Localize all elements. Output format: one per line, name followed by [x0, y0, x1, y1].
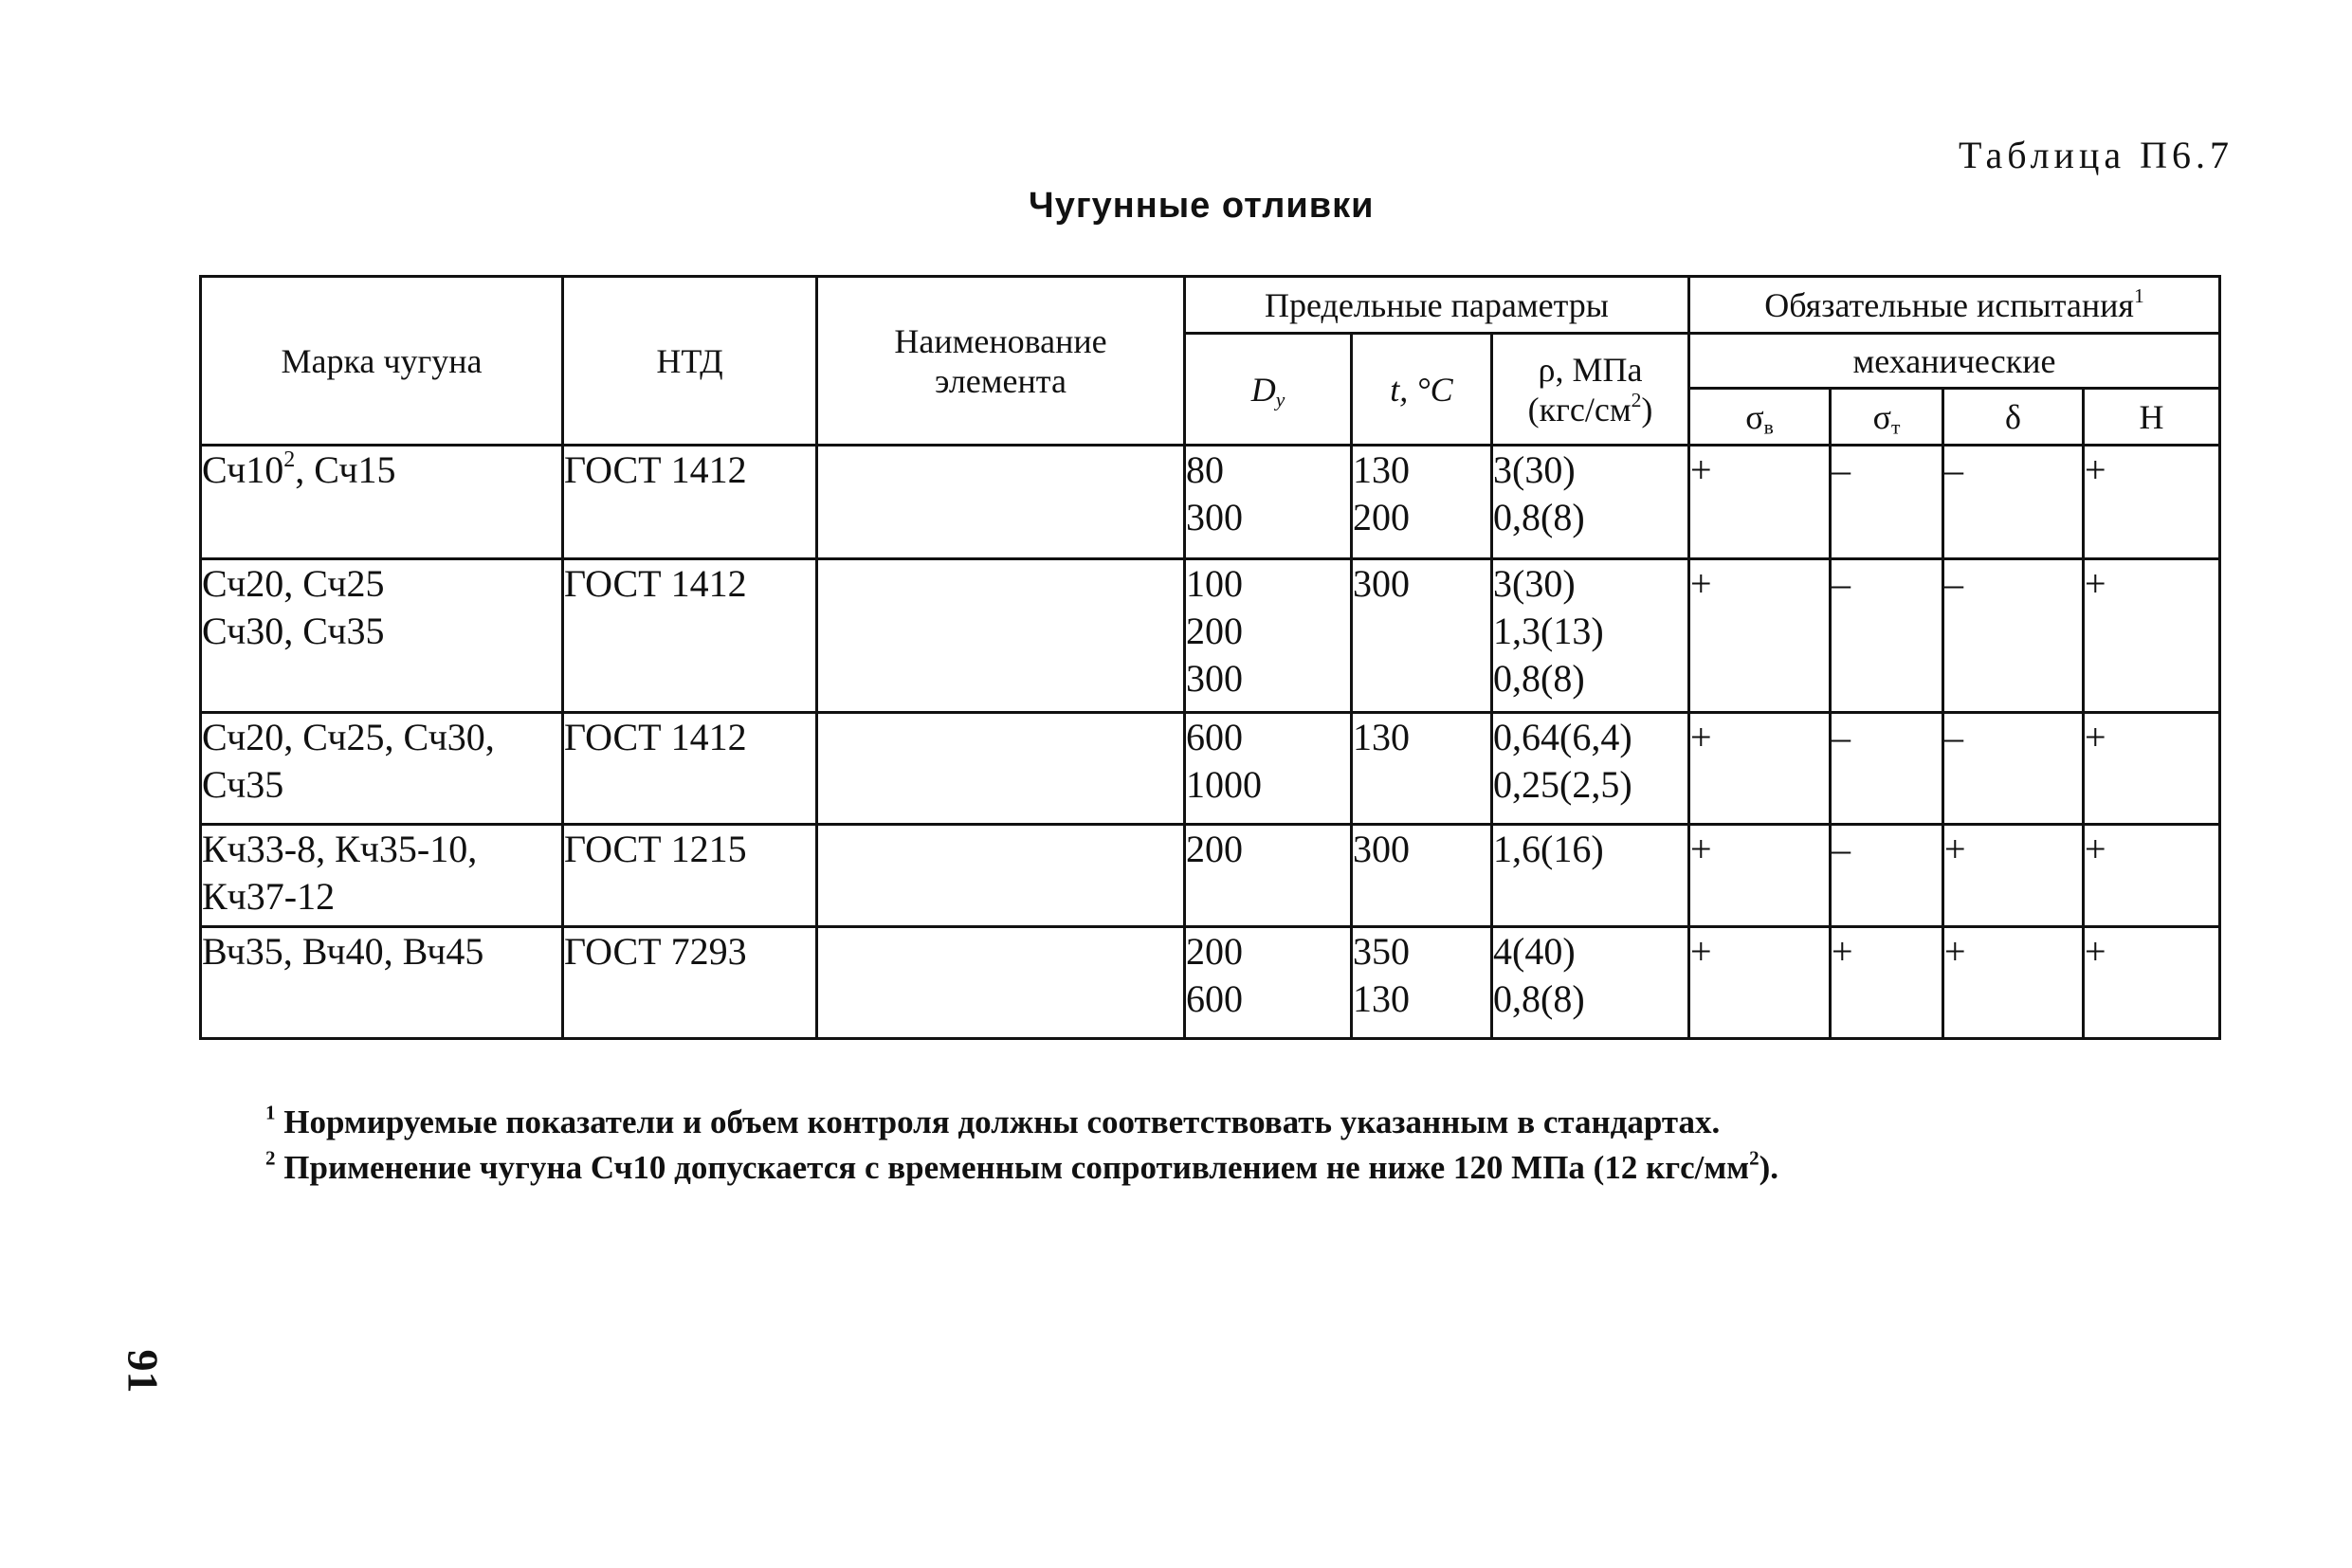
- cell-temperature: [1352, 927, 1492, 1039]
- grade-line: Сч35: [202, 763, 284, 806]
- cell-sigma-v: +: [1689, 825, 1831, 927]
- dy-value: 600: [1186, 716, 1243, 758]
- t-value: 130: [1353, 448, 1410, 491]
- p-value: 4(40): [1493, 930, 1576, 973]
- footnotes: [265, 1100, 1778, 1191]
- cell-delta: –: [1943, 446, 2084, 559]
- dy-value: 300: [1186, 496, 1243, 538]
- cell-pressure: [1492, 713, 1689, 825]
- cell-pressure: [1492, 825, 1689, 927]
- header-pressure-unit-sup: 2: [1631, 388, 1642, 411]
- header-mandatory-tests-label: Обязательные испытания: [1764, 285, 2134, 324]
- header-pressure: [1492, 334, 1689, 446]
- cell-hardness: +: [2084, 927, 2220, 1039]
- footnote-1-mark: 1: [265, 1101, 276, 1124]
- dy-value: 200: [1186, 610, 1243, 652]
- t-value: 130: [1353, 977, 1410, 1020]
- table-number-label: Таблица П6.7: [1959, 134, 2233, 176]
- header-pressure-line1: ρ, МПа: [1538, 350, 1643, 389]
- t-value: 350: [1353, 930, 1410, 973]
- cell-ntd: ГОСТ 1412: [563, 446, 817, 559]
- t-value: 300: [1353, 828, 1410, 870]
- cell-dy: [1185, 825, 1352, 927]
- cell-sigma-v: +: [1689, 927, 1831, 1039]
- header-delta: δ: [1943, 389, 2084, 446]
- p-value: 3(30): [1493, 448, 1576, 491]
- page-number: 91: [119, 1349, 168, 1394]
- cell-hardness: +: [2084, 559, 2220, 713]
- cell-sigma-t: –: [1831, 446, 1943, 559]
- footnote-1-text: Нормируемые показатели и объем контроля должны соответствовать указанным в стандартах.: [275, 1103, 1721, 1140]
- header-temperature: [1352, 334, 1492, 446]
- header-sigma-t: [1831, 389, 1943, 446]
- header-pressure-line2: [1493, 390, 1687, 429]
- header-sigma-t-main: σ: [1872, 397, 1891, 436]
- grade-text-b: , Сч15: [295, 448, 396, 491]
- header-limit-params: Предельные параметры: [1185, 277, 1689, 334]
- table-title: Чугунные отливки: [1029, 186, 1375, 226]
- cell-element-name: [817, 713, 1185, 825]
- dy-value: 200: [1186, 828, 1243, 870]
- header-temperature-label: t, °C: [1390, 370, 1453, 409]
- cell-grade: [201, 713, 563, 825]
- dy-value: 80: [1186, 448, 1224, 491]
- footnote-2-sup: 2: [1749, 1146, 1759, 1170]
- footnote-2-text-b: ).: [1759, 1149, 1778, 1186]
- cell-temperature: [1352, 446, 1492, 559]
- t-value: 300: [1353, 562, 1410, 605]
- cell-element-name: [817, 559, 1185, 713]
- p-value: 0,8(8): [1493, 496, 1585, 538]
- footnote-2-mark: 2: [265, 1146, 276, 1170]
- grade-line: Сч30, Сч35: [202, 610, 385, 652]
- cell-sigma-t: –: [1831, 559, 1943, 713]
- cell-sigma-v: +: [1689, 446, 1831, 559]
- cell-grade: [201, 446, 563, 559]
- t-value: 200: [1353, 496, 1410, 538]
- header-ntd: НТД: [563, 277, 817, 446]
- cell-sigma-t: –: [1831, 825, 1943, 927]
- cell-temperature: [1352, 713, 1492, 825]
- grade-line: Кч33-8, Кч35-10,: [202, 828, 478, 870]
- cell-ntd: ГОСТ 1215: [563, 825, 817, 927]
- grade-line: Сч20, Сч25: [202, 562, 385, 605]
- cell-pressure: [1492, 446, 1689, 559]
- footnote-1: [265, 1100, 1778, 1145]
- header-sigma-v-sub: в: [1763, 414, 1774, 438]
- t-value: 130: [1353, 716, 1410, 758]
- grade-line: Кч37-12: [202, 875, 336, 918]
- footnote-2: [265, 1145, 1778, 1191]
- table-row: [201, 825, 2220, 927]
- header-mechanical: механические: [1689, 334, 2220, 389]
- cell-element-name: [817, 825, 1185, 927]
- cell-grade: [201, 559, 563, 713]
- cell-ntd: ГОСТ 1412: [563, 713, 817, 825]
- p-value: 0,25(2,5): [1493, 763, 1632, 806]
- grade-line: Сч20, Сч25, Сч30,: [202, 716, 495, 758]
- cell-temperature: [1352, 559, 1492, 713]
- cell-sigma-t: +: [1831, 927, 1943, 1039]
- p-value: 3(30): [1493, 562, 1576, 605]
- cell-sigma-t: –: [1831, 713, 1943, 825]
- cell-dy: [1185, 559, 1352, 713]
- p-value: 0,64(6,4): [1493, 716, 1632, 758]
- table-row: [201, 713, 2220, 825]
- table-row: [201, 927, 2220, 1039]
- header-dy-main: D: [1250, 370, 1276, 409]
- table-row: [201, 446, 2220, 559]
- dy-value: 1000: [1186, 763, 1262, 806]
- cell-hardness: +: [2084, 446, 2220, 559]
- header-element-name: [817, 277, 1185, 446]
- footnote-ref-2: 2: [283, 447, 296, 473]
- footnote-ref-1: 1: [2133, 283, 2144, 307]
- header-dy-sub: y: [1275, 387, 1285, 410]
- header-sigma-t-sub: т: [1890, 414, 1901, 438]
- dy-value: 100: [1186, 562, 1243, 605]
- cell-dy: [1185, 927, 1352, 1039]
- grade-text-a: Сч10: [202, 448, 284, 491]
- p-value: 0,8(8): [1493, 977, 1585, 1020]
- cell-sigma-v: +: [1689, 559, 1831, 713]
- cell-delta: –: [1943, 713, 2084, 825]
- cell-element-name: [817, 927, 1185, 1039]
- cell-grade: [201, 927, 563, 1039]
- grade-line: Вч35, Вч40, Вч45: [202, 930, 484, 973]
- cell-hardness: +: [2084, 713, 2220, 825]
- cell-delta: +: [1943, 825, 2084, 927]
- cell-dy: [1185, 713, 1352, 825]
- cell-sigma-v: +: [1689, 713, 1831, 825]
- cell-delta: +: [1943, 927, 2084, 1039]
- cell-temperature: [1352, 825, 1492, 927]
- dy-value: 600: [1186, 977, 1243, 1020]
- header-element-name-line2: элемента: [935, 361, 1067, 400]
- dy-value: 200: [1186, 930, 1243, 973]
- cell-pressure: [1492, 559, 1689, 713]
- cell-element-name: [817, 446, 1185, 559]
- cell-pressure: [1492, 927, 1689, 1039]
- header-pressure-unit-b: ): [1641, 390, 1653, 428]
- header-element-name-line1: Наименование: [894, 321, 1107, 360]
- header-pressure-unit-a: (кгс/см: [1527, 390, 1632, 428]
- header-sigma-v: [1689, 389, 1831, 446]
- cast-iron-table: [199, 275, 2221, 1040]
- cell-delta: –: [1943, 559, 2084, 713]
- cell-grade: [201, 825, 563, 927]
- header-hardness: H: [2084, 389, 2220, 446]
- dy-value: 300: [1186, 657, 1243, 700]
- header-dy: [1185, 334, 1352, 446]
- cell-ntd: ГОСТ 1412: [563, 559, 817, 713]
- header-grade: Марка чугуна: [201, 277, 563, 446]
- header-sigma-v-main: σ: [1745, 397, 1764, 436]
- cell-dy: [1185, 446, 1352, 559]
- p-value: 1,6(16): [1493, 828, 1604, 870]
- header-mandatory-tests: [1689, 277, 2220, 334]
- p-value: 0,8(8): [1493, 657, 1585, 700]
- cell-hardness: +: [2084, 825, 2220, 927]
- table-row: [201, 559, 2220, 713]
- p-value: 1,3(13): [1493, 610, 1604, 652]
- cell-ntd: ГОСТ 7293: [563, 927, 817, 1039]
- footnote-2-text-a: Применение чугуна Сч10 допускается с временным сопротивлением не ниже 120 МПа (12 кгс/мм: [275, 1149, 1750, 1186]
